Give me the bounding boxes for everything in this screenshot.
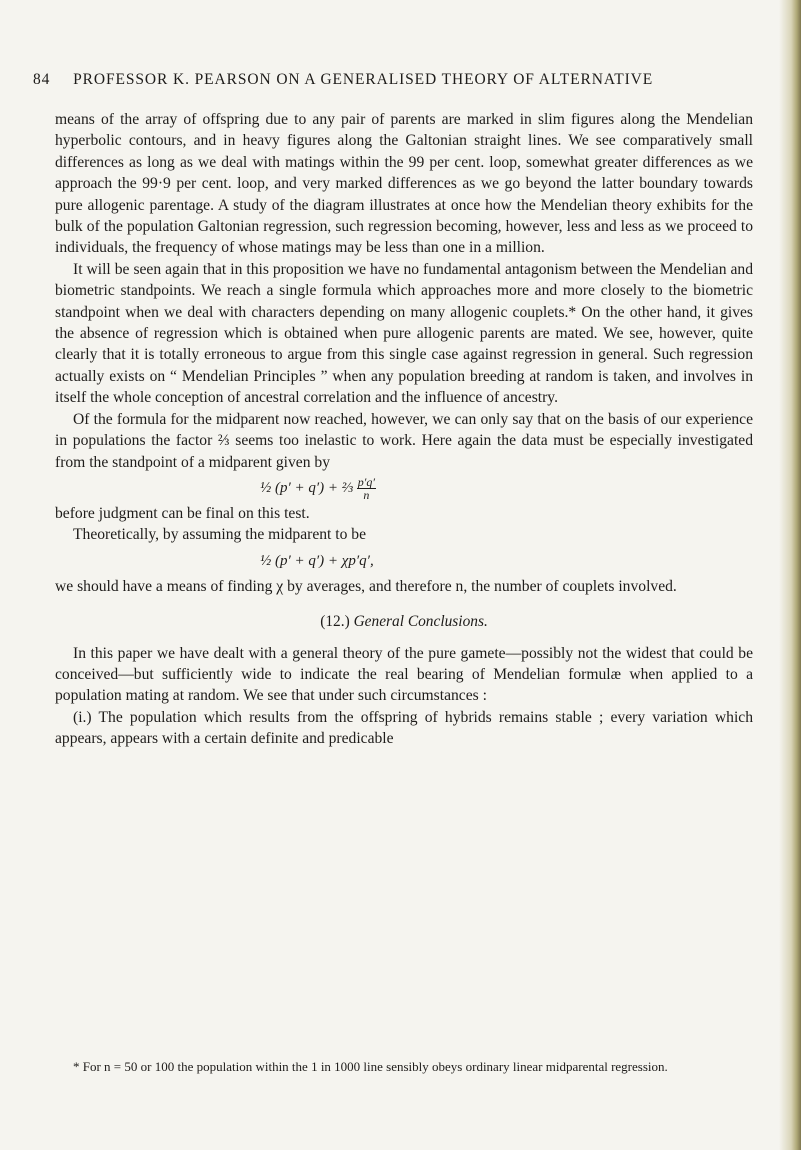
paragraph: Theoretically, by assuming the midparent to be [73,526,367,544]
page-number: 84 [33,71,51,88]
footnote [55,1058,753,1076]
midparent-formula-2: ½ (p′ + q′) + χp′q′, [260,552,374,569]
running-header [33,71,753,89]
fraction-denominator: n [363,487,370,502]
footnote-text: * For n = 50 or 100 the population within the 1 in 1000 line sensibly obeys ordinary linear midparental regression. [73,1059,668,1074]
formula-fraction [357,476,376,501]
running-title: PROFESSOR K. PEARSON ON A GENERALISED THEORY OF ALTERNATIVE [73,71,654,88]
section-heading [55,611,753,632]
section-number: (12.) [320,613,350,631]
paragraph: Of the formula for the midparent now reached, however, we can only say that on the basis of our experience in populations the factor ⅔ seems too inelastic to work. Here again the data must be especially investigated from the standpoint of a midparent given by [55,410,753,471]
paragraph: It will be seen again that in this proposition we have no fundamental antagonism between the Mendelian and biometric standpoints. We reach a single formula which approaches more and more closely to the biometric standpoint when we deal with characters depending on many allogenic couplets.* On the other hand, it gives the absence of regression which is obtained when pure allogenic parents are mated. We see, however, quite clearly that it is totally erroneous to argue from this single case against regression in general. Such regression actually exists on “ Mendelian Principles ” when any population breeding at random is taken, and involves in itself the whole conception of ancestral correlation and the influence of ancestry. [55,260,753,407]
paragraph: means of the array of offspring due to any pair of parents are marked in slim figures along the Mendelian hyperbolic contours, and in heavy figures along the Galtonian straight lines. We see comparatively small differences as long as we deal with matings within the 99 per cent. loop, somewhat greater differences as we approach the 99·9 per cent. loop, and very marked differences as we go beyond the latter boundary towards pure allogenic parentage. A study of the diagram illustrates at once how the Mendelian theory exhibits for the bulk of the population Galtonian regression, such regression becoming, however, less and less as we proceed to individuals, the frequency of whose matings may be less than one in a million. [55,111,753,257]
fraction-numerator: p′q′ [357,474,376,489]
paragraph: before judgment can be final on this test. [55,504,310,522]
paragraph: In this paper we have dealt with a general theory of the pure gamete—possibly not the widest that could be conceived—but sufficiently wide to indicate the real bearing of Mendelian formulæ when applied to a population mating at random. We see that under such circumstances : [55,644,753,705]
conclusion-item: (i.) The population which results from the offspring of hybrids remains stable ; every variation which appears, appears with a certain definite and predicable [55,708,753,748]
section-title: General Conclusions. [353,613,488,631]
formula-lead: ½ (p′ + q′) + ⅔ [260,479,354,496]
page-edge-shadow [779,0,801,1150]
main-text [55,109,753,750]
paragraph: we should have a means of finding χ by averages, and therefore n, the number of couplets involved. [55,577,677,595]
midparent-formula-1 [260,475,753,501]
